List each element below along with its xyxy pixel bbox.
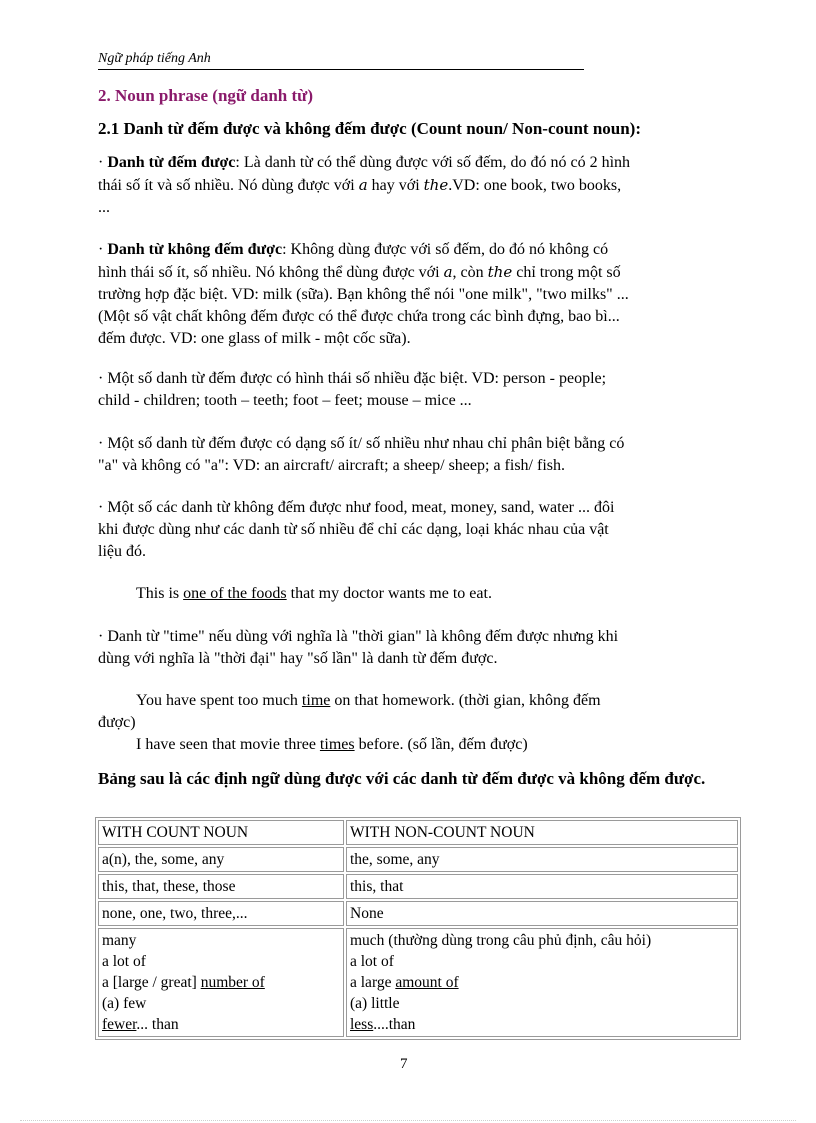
example-time-uncountable: You have spent too much time on that homework. (thời gian, không đếm <box>136 692 601 709</box>
table-row <box>98 928 738 1037</box>
table-header-row <box>98 820 738 845</box>
term-noncount-noun: Danh từ không đếm được <box>107 241 283 258</box>
table-cell: the, some, any <box>346 847 738 872</box>
page-bottom-divider <box>20 1120 796 1121</box>
paragraph-time: · Danh từ "time" nếu dùng với nghĩa là "thời gian" là không đếm được nhưng khi dùng với nghĩa là "thời đại" hay "số lần" là danh từ đếm được. <box>98 628 619 667</box>
table-cell: None <box>346 901 738 926</box>
example-foods: This is one of the foods that my doctor wants me to eat. <box>136 585 492 602</box>
paragraph-irregular-plural: · Một số danh từ đếm được có hình thái số nhiều đặc biệt. VD: person - people; child - children; tooth – teeth; foot – feet; mouse – mice ... <box>98 370 607 409</box>
table-cell-quantifiers-noncount: much (thường dùng trong câu phủ định, câu hỏi) a lot of a large amount of (a) little less....than <box>346 928 738 1037</box>
determiner-table <box>95 817 741 1040</box>
table-cell-quantifiers-count: many a lot of a [large / great] number of (a) few fewer... than <box>98 928 344 1037</box>
table-cell: none, one, two, three,... <box>98 901 344 926</box>
paragraph-noncount-as-plural: · Một số các danh từ không đếm được như food, meat, money, sand, water ... đôi khi được dùng như các danh từ số nhiều để chỉ các dạng, loại khác nhau của vật liệu đó. <box>98 499 615 560</box>
paragraph-same-form: · Một số danh từ đếm được có dạng số ít/ số nhiều như nhau chỉ phân biệt bằng có "a" và không có "a": VD: an aircraft/ aircraft; a sheep/ sheep; a fish/ fish. <box>98 435 625 474</box>
paragraph-noncount-noun: · Danh từ không đếm được: Không dùng được với số đếm, do đó nó không có hình thái số ít, số nhiều. Nó không thể dùng được với a, còn the chỉ trong một số trường hợp đặc biệt. VD: milk (sữa). Bạn không thể nói "one milk", "two milks" ... (Một số vật chất không đếm được có thể được chứa trong các bình đựng, bao bì... đếm được. VD: one glass of milk - một cốc sữa). <box>98 241 629 347</box>
table-cell: this, that, these, those <box>98 874 344 899</box>
table-row <box>98 874 738 899</box>
header-noncount: WITH NON-COUNT NOUN <box>346 820 738 845</box>
table-cell: this, that <box>346 874 738 899</box>
table-cell: a(n), the, some, any <box>98 847 344 872</box>
subsection-title: 2.1 Danh từ đếm được và không đếm được (Count noun/ Non-count noun): <box>98 119 642 138</box>
table-intro: Bảng sau là các định ngữ dùng được với các danh từ đếm được và không đếm được. <box>98 769 706 788</box>
example-time-uncountable-cont: được) <box>98 714 136 731</box>
header-count: WITH COUNT NOUN <box>98 820 344 845</box>
page-number: 7 <box>400 1056 408 1072</box>
running-header: Ngữ pháp tiếng Anh <box>98 50 584 70</box>
section-title: 2. Noun phrase (ngữ danh từ) <box>98 86 314 105</box>
paragraph-count-noun: · Danh từ đếm được: Là danh từ có thể dùng được với số đếm, do đó nó có 2 hình thái số ít và số nhiều. Nó dùng được với a hay với the.VD: one book, two books, ... <box>98 154 631 216</box>
table-row <box>98 901 738 926</box>
example-times-countable: I have seen that movie three times before. (số lần, đếm được) <box>136 736 528 753</box>
table-row <box>98 847 738 872</box>
term-count-noun: Danh từ đếm được <box>107 154 236 171</box>
